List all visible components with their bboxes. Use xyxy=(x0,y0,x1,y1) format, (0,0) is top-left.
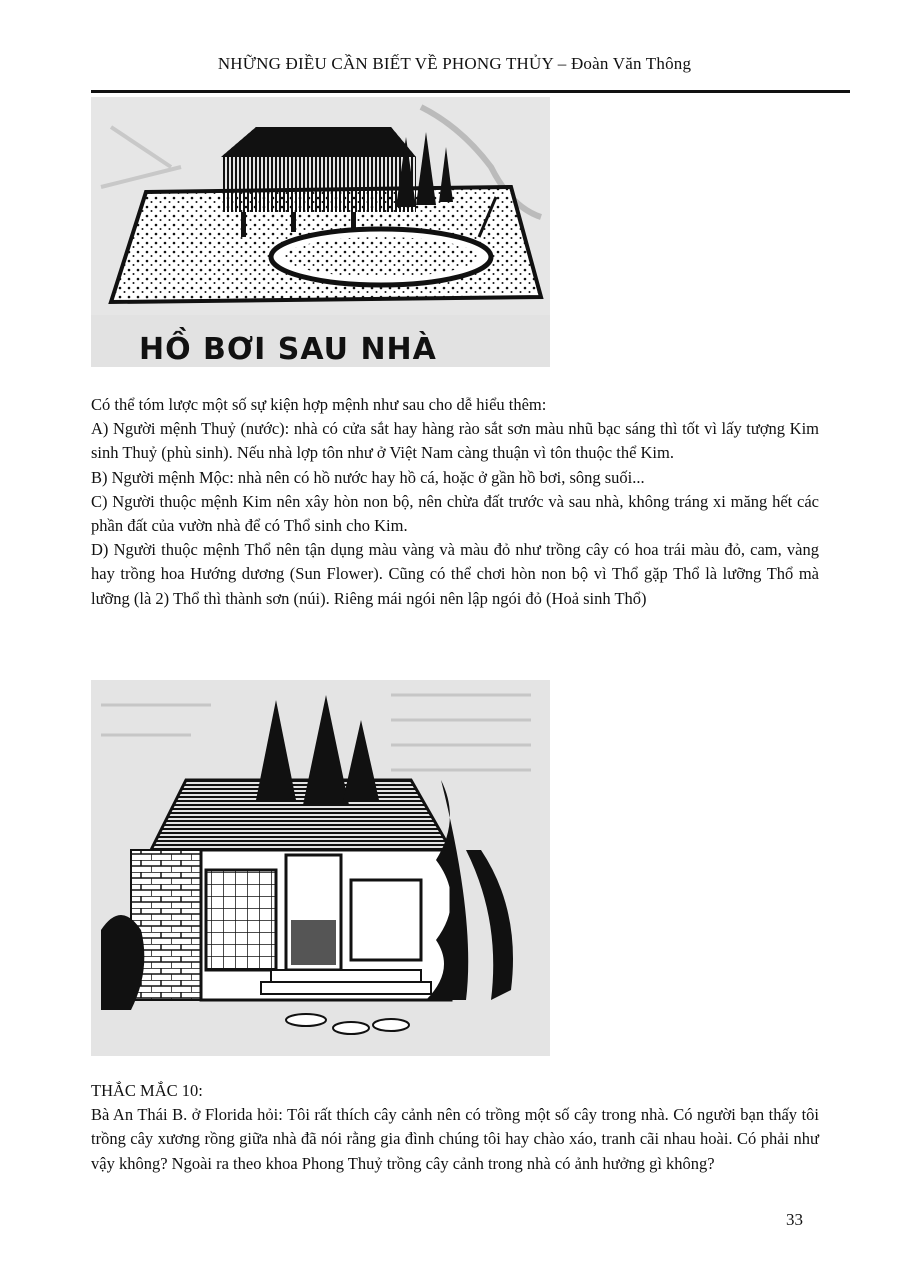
question-body: Bà An Thái B. ở Florida hỏi: Tôi rất thích cây cảnh nên có trồng một số cây trong nhà. Có người bạn thấy tôi trồng cây xương rồng giữa nhà đã nói rằng gia đình chúng tôi hay chào xáo, tranh cãi nhau hoài. Có phải như vậy không? Ngoài ra theo khoa Phong Thuỷ trồng cây cảnh trong nhà có ảnh hưởng gì không? xyxy=(91,1105,819,1173)
house-illustration xyxy=(91,680,550,1056)
header-rule xyxy=(91,90,850,93)
pool-caption: HỒ BƠI SAU NHÀ xyxy=(139,332,437,367)
section-question-10 xyxy=(91,1079,819,1176)
paragraph-b: B) Người mệnh Mộc: nhà nên có hồ nước hay hồ cá, hoặc ở gần hồ bơi, sông suối... xyxy=(91,467,645,487)
paragraph-intro: Có thể tóm lược một số sự kiện hợp mệnh như sau cho dễ hiểu thêm: xyxy=(91,395,547,414)
page-header: NHỮNG ĐIỀU CẦN BIẾT VỀ PHONG THỦY – Đoàn Văn Thông xyxy=(217,54,692,73)
page-number: 33 xyxy=(786,1210,803,1229)
question-heading: THẮC MẮC 10: xyxy=(91,1081,203,1100)
paragraph-c: C) Người thuộc mệnh Kim nên xây hòn non bộ, nên chừa đất trước và sau nhà, không tráng xi măng hết các phần đất của vườn nhà để có Thổ sinh cho Kim. xyxy=(91,491,819,536)
section-destiny-summary xyxy=(91,393,819,611)
paragraph-d: D) Người thuộc mệnh Thổ nên tận dụng màu vàng và màu đỏ như trồng cây có hoa trái màu đỏ, cam, vàng hay trồng hoa Hướng dương (Sun Flower). Cũng có thể chơi hòn non bộ vì Thổ gặp Thổ là lưỡng Thổ mà lưỡng (là 2) Thổ thì thành sơn (núi). Riêng mái ngói nên lập ngói đỏ (Hoả sinh Thổ) xyxy=(91,540,819,608)
paragraph-a: A) Người mệnh Thuỷ (nước): nhà có cửa sắt hay hàng rào sắt sơn màu nhũ bạc sáng thì tốt vì lấy tượng Kim sinh Thuỷ (phù sinh). Nếu nhà lợp tôn như ở Việt Nam càng thuận vì tôn thuộc thể Kim. xyxy=(91,419,819,463)
pool-illustration xyxy=(91,97,550,367)
